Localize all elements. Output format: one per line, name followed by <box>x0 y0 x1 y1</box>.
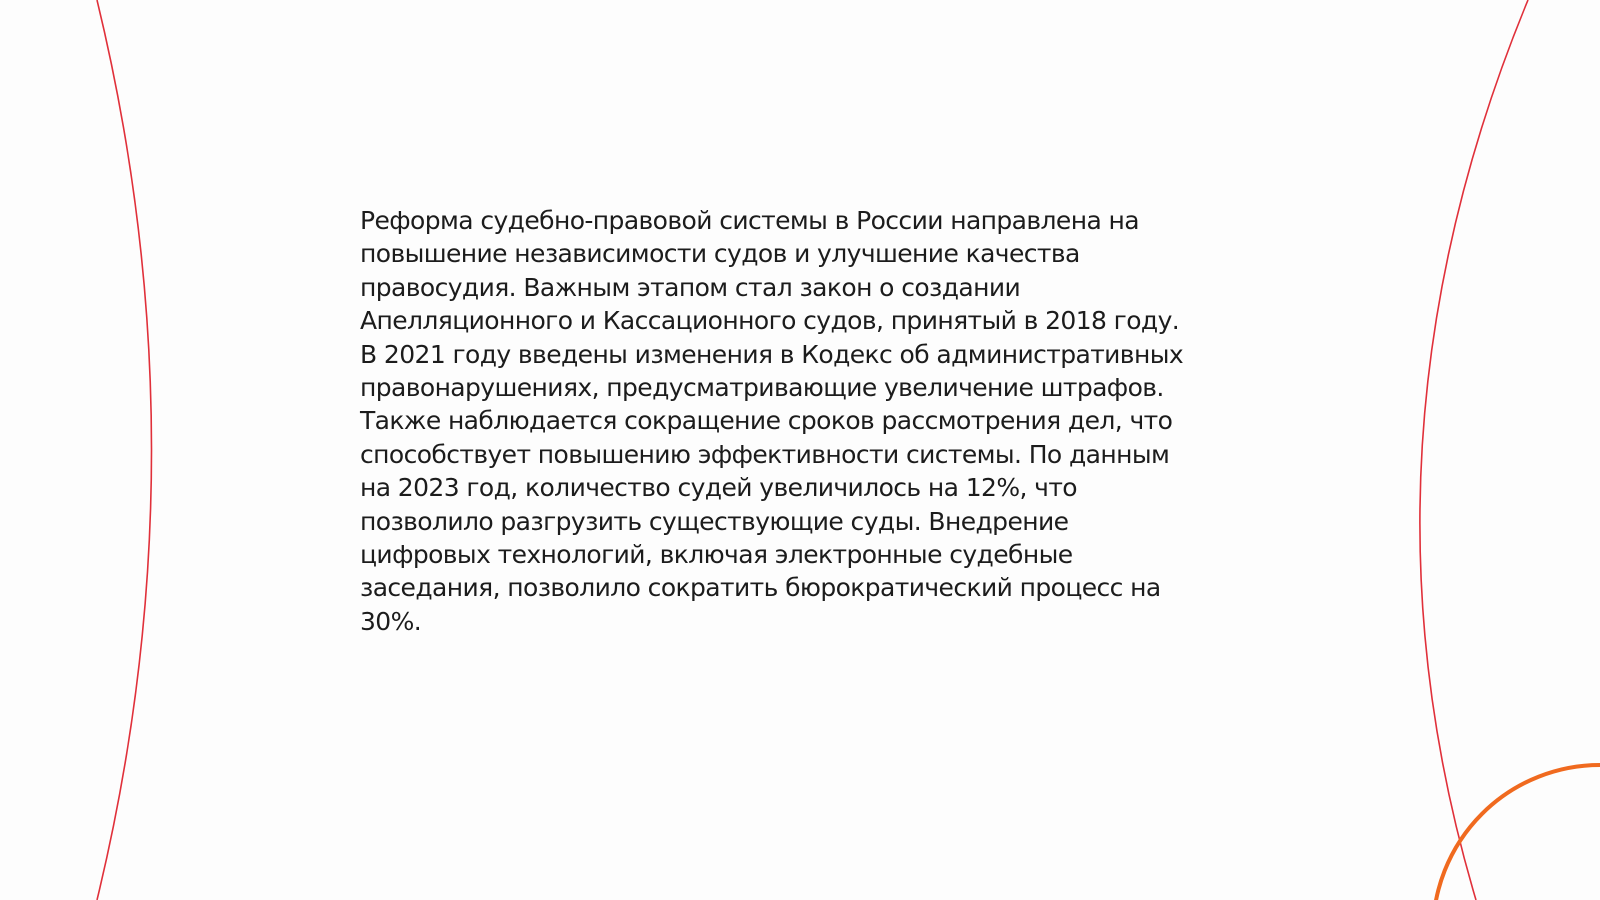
right-frame-curve <box>1420 0 1528 900</box>
paragraph-line: правонарушениях, предусматривающие увеличение штрафов. <box>360 373 1164 403</box>
paragraph-line: позволило разгрузить существующие суды. Внедрение <box>360 506 1069 536</box>
paragraph-line: способствует повышению эффективности системы. По данным <box>360 439 1170 469</box>
paragraph-line: 30%. <box>360 606 422 636</box>
paragraph-line: Также наблюдается сокращение сроков рассмотрения дел, что <box>360 406 1173 436</box>
paragraph-line: заседания, позволило сократить бюрократический процесс на <box>360 573 1161 603</box>
paragraph-line: правосудия. Важным этапом стал закон о создании <box>360 272 1021 302</box>
paragraph-line: В 2021 году введены изменения в Кодекс об административных <box>360 339 1184 369</box>
paragraph-line: повышение независимости судов и улучшение качества <box>360 239 1080 269</box>
paragraph-line: Апелляционного и Кассационного судов, принятый в 2018 году. <box>360 306 1180 336</box>
paragraph-line: на 2023 год, количество судей увеличилось на 12%, что <box>360 473 1078 503</box>
paragraph-line: цифровых технологий, включая электронные судебные <box>360 540 1073 570</box>
left-frame-curve <box>97 0 152 900</box>
body-paragraph <box>360 204 1260 638</box>
paragraph-line: Реформа судебно-правовой системы в России направлена на <box>360 206 1139 235</box>
